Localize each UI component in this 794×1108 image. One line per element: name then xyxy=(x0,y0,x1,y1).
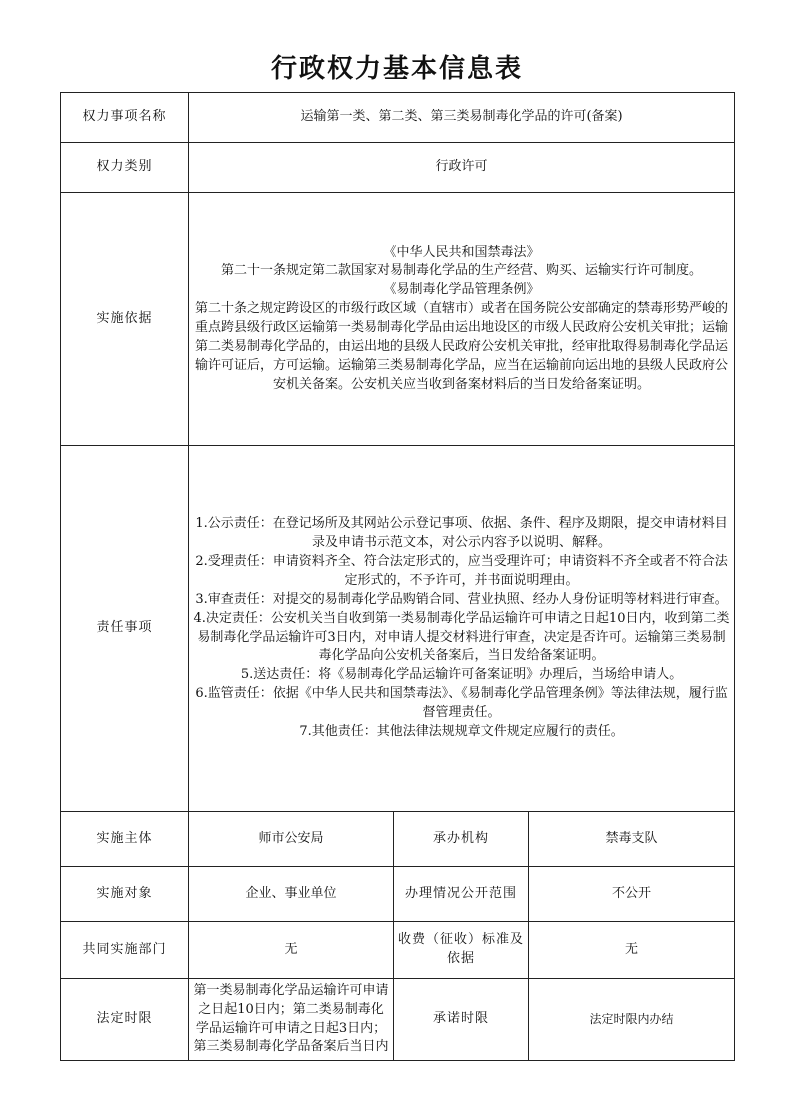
disclosure-scope-value: 不公开 xyxy=(529,867,735,922)
handling-org-label: 承办机构 xyxy=(394,812,529,867)
basis-line: 第二十条之规定跨设区的市级行政区域（直辖市）或者在国务院公安部确定的禁毒形势严峻的重点跨县级行政区运输第一类易制毒化学品由运出地设区的市级人民政府公安机关审批；运输第二类易制毒化学品的，由运出地的县级人民政府公安机关审批，经审批取得易制毒化学品运输许可证后，方可运输。运输第三类易制毒化学品，应当在运输前向运出地的县级人民政府公安机关备案。公安机关应当收到备案材料后的当日发给备案证明。 xyxy=(195,301,729,392)
row-duties xyxy=(61,446,735,812)
row-time-limit xyxy=(61,979,735,1061)
promised-time-limit-value: 法定时限内办结 xyxy=(529,979,735,1061)
duty-line: 7.其他责任：其他法律法规规章文件规定应履行的责任。 xyxy=(299,723,624,739)
legal-time-limit-value: 第一类易制毒化学品运输许可申请之日起10日内；第二类易制毒化学品运输许可申请之日起3日内；第三类易制毒化学品备案后当日内 xyxy=(189,979,394,1061)
category-value: 行政许可 xyxy=(189,143,735,193)
basis-content xyxy=(189,193,735,446)
info-table xyxy=(60,92,735,1061)
target-label: 实施对象 xyxy=(61,867,189,922)
item-name-value: 运输第一类、第二类、第三类易制毒化学品的许可(备案) xyxy=(189,93,735,143)
disclosure-scope-label: 办理情况公开范围 xyxy=(394,867,529,922)
joint-dept-label: 共同实施部门 xyxy=(61,922,189,979)
fee-standard-label: 收费（征收）标准及依据 xyxy=(394,922,529,979)
basis-label: 实施依据 xyxy=(61,193,189,446)
row-subject xyxy=(61,812,735,867)
row-joint xyxy=(61,922,735,979)
page-title: 行政权力基本信息表 xyxy=(270,54,523,84)
subject-label: 实施主体 xyxy=(61,812,189,867)
duty-line: 3.审查责任：对提交的易制毒化学品购销合同、营业执照、经办人身份证明等材料进行审查。 xyxy=(195,591,728,607)
duty-line: 2.受理责任：申请资料齐全、符合法定形式的，应当受理许可；申请资料不齐全或者不符合法定形式的，不予许可，并书面说明理由。 xyxy=(195,554,728,588)
duties-content xyxy=(189,446,735,812)
item-name-label: 权力事项名称 xyxy=(61,93,189,143)
joint-dept-value: 无 xyxy=(189,922,394,979)
target-value: 企业、事业单位 xyxy=(189,867,394,922)
duty-line: 5.送达责任：将《易制毒化学品运输许可备案证明》办理后，当场给申请人。 xyxy=(240,667,683,683)
row-basis xyxy=(61,193,735,446)
basis-line: 第二十一条规定第二款国家对易制毒化学品的生产经营、购买、运输实行许可制度。 xyxy=(221,263,703,279)
duty-line: 1.公示责任：在登记场所及其网站公示登记事项、依据、条件、程序及期限，提交申请材料目录及申请书示范文本，对公示内容予以说明、解释。 xyxy=(195,516,728,551)
fee-standard-value: 无 xyxy=(529,922,735,979)
promised-time-limit-label: 承诺时限 xyxy=(394,979,529,1061)
handling-org-value: 禁毒支队 xyxy=(529,812,735,867)
subject-value: 师市公安局 xyxy=(189,812,394,867)
row-target xyxy=(61,867,735,922)
category-label: 权力类别 xyxy=(61,143,189,193)
duty-line: 4.决定责任：公安机关当自收到第一类易制毒化学品运输许可申请之日起10日内，收到第二类易制毒化学品运输许可3日内，对申请人提交材料进行审查，决定是否许可。运输第三类易制毒化学品向公安机关备案后，当日发给备案证明。 xyxy=(193,610,730,664)
row-category xyxy=(61,143,735,193)
row-item-name xyxy=(61,93,735,143)
legal-time-limit-label: 法定时限 xyxy=(61,979,189,1061)
basis-line: 《易制毒化学品管理条例》 xyxy=(383,282,540,298)
duties-label: 责任事项 xyxy=(61,446,189,812)
basis-line: 《中华人民共和国禁毒法》 xyxy=(383,244,540,260)
duty-line: 6.监管责任：依据《中华人民共和国禁毒法》、《易制毒化学品管理条例》等法律法规，履行监督管理责任。 xyxy=(195,686,728,720)
